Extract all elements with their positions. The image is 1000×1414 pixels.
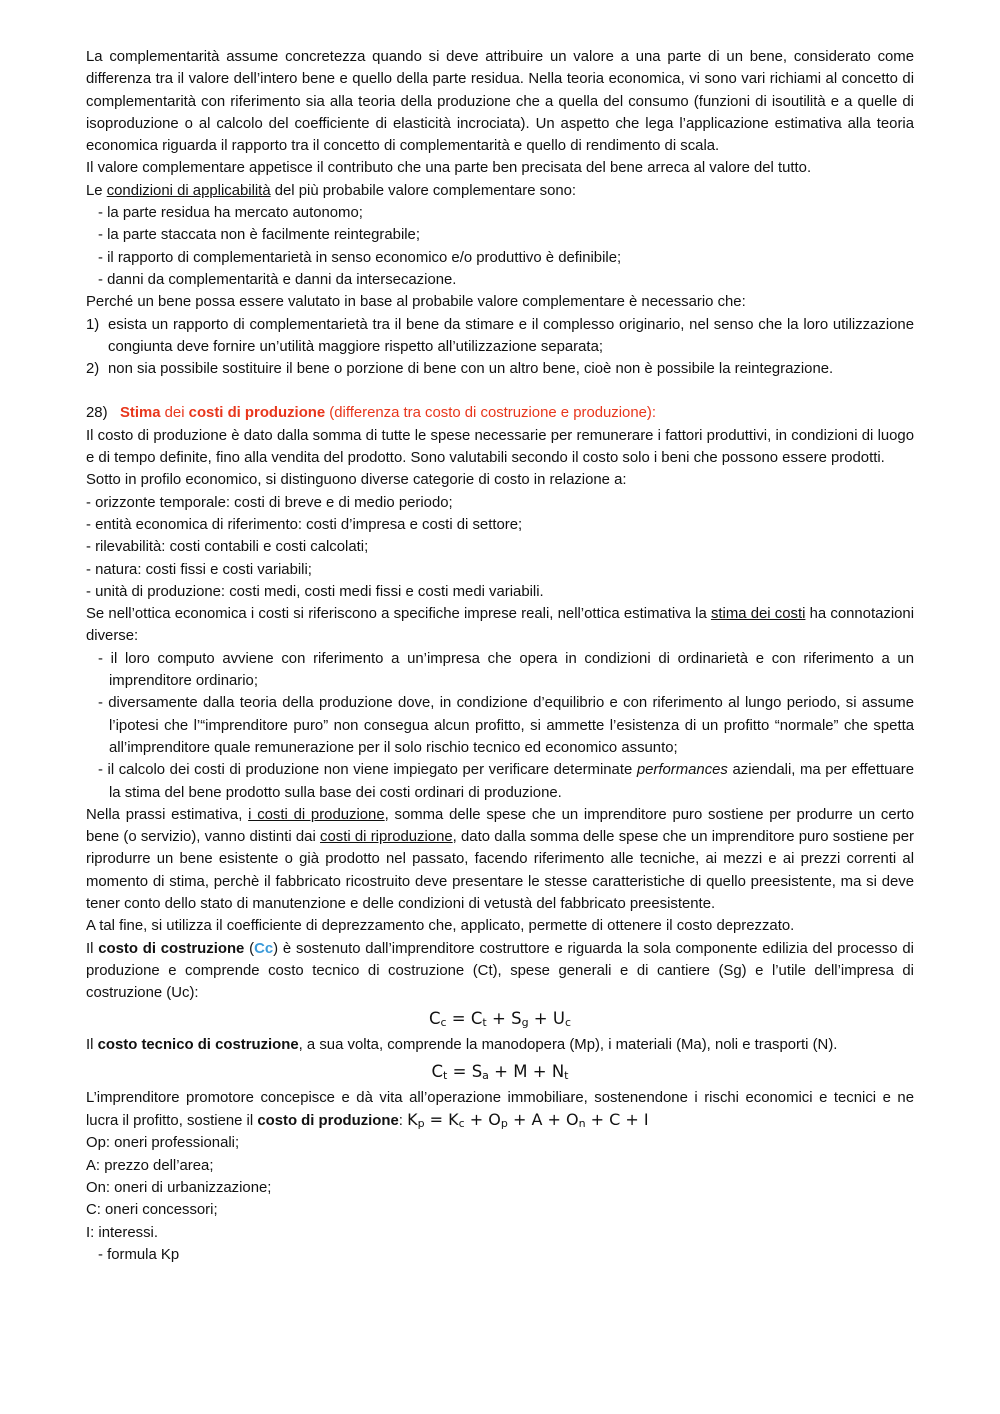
text: ha connotazioni diverse: <box>86 606 915 645</box>
list-item: - rilevabilità: costi contabili e costi calcolati; <box>86 539 369 556</box>
operator: + <box>488 1061 514 1081</box>
list-item: - la parte residua ha mercato autonomo; <box>98 205 363 222</box>
text: Il <box>86 1037 98 1054</box>
emphasis: performances <box>636 762 728 779</box>
list-item: - la parte staccata non è facilmente reintegrabile; <box>98 227 420 244</box>
text: Se nell’ottica economica i costi si riferiscono a specifiche imprese reali, nell’ottica estimativa la <box>86 606 711 623</box>
text: Nella prassi estimativa, <box>86 806 249 823</box>
text: del più probabile valore complementare sono: <box>270 182 577 199</box>
subscript: a <box>482 1068 489 1082</box>
subscript: g <box>521 1016 529 1030</box>
text: , a sua volta, comprende la manodopera (Mp), i materiali (Ma), noli e trasporti (N). <box>298 1037 838 1054</box>
subscript: c <box>440 1016 447 1030</box>
list-item <box>98 759 914 804</box>
operator: = <box>447 1061 472 1081</box>
subscript: p <box>500 1117 508 1131</box>
subscript: c <box>564 1016 572 1030</box>
subscript: n <box>578 1117 586 1131</box>
heading-rest: (differenza tra costo di costruzione e produzione): <box>325 405 656 422</box>
conditions-list <box>86 202 914 291</box>
item-text: non sia possibile sostituire il bene o porzione di bene con un altro bene, cioè non è possibile la reintegrazione. <box>108 361 834 378</box>
item-number: 1) <box>86 316 100 333</box>
list-item: - danni da complementarità e danni da intersecazione. <box>98 271 457 288</box>
symbol: I <box>643 1110 649 1130</box>
text: , somma delle spese che un imprenditore puro sostiene per produrre un certo bene (o servizio), vanno distinti dai <box>86 806 915 846</box>
list-item: - il loro computo avviene con riferimento a un’impresa che opera in condizioni di ordinarietà e con riferimento a un imprenditore ordinario; <box>98 650 914 690</box>
text: ) è sostenuto dall’imprenditore costruttore e riguarda la sola componente edilizia del processo di produzione e comprende costo tecnico di costruzione (Ct), spese generali e di cantiere (Sg) e l’utile dell’impresa di costruzione (Uc): <box>86 940 914 1002</box>
list-item: - formula Kp <box>98 1246 180 1263</box>
legend-line: I: interessi. <box>86 1224 158 1241</box>
heading-stima: Stima <box>119 405 161 422</box>
text: , dato dalla somma delle spese che un imprenditore puro sostiene per riprodurre un bene esistente o già prodotto nel passato, facendo riferimento alle tecniche, ai mezzi e ai prezzi correnti al momento di stima, perchè il fabbricato ricostruito deve presentare le stesse caratteristiche di quello preesistente, ma si deve tener conto dello stato di manutenzione e delle condizioni di vetustà del fabbricato preesistente. <box>86 829 914 912</box>
paragraph-depreciation: A tal fine, si utilizza il coefficiente di deprezzamento che, applicato, permette di ottenere il costo deprezzato. <box>86 918 795 935</box>
item-number: 2) <box>86 361 100 378</box>
operator: + <box>527 1061 552 1081</box>
heading-dei: dei <box>160 405 189 422</box>
symbol-cc: Cc <box>254 940 274 957</box>
underlined-term: stima dei costi <box>710 606 806 623</box>
underlined-term: i costi di produzione <box>248 806 385 823</box>
operator: + <box>542 1110 566 1130</box>
requirements-list <box>86 314 914 381</box>
categories-list <box>86 492 914 603</box>
legend-line: On: oneri di urbanizzazione; <box>86 1179 272 1196</box>
list-item: - natura: costi fissi e costi variabili; <box>86 561 312 578</box>
symbol: S <box>511 1009 522 1029</box>
list-item <box>86 314 914 359</box>
symbol: O <box>565 1110 579 1130</box>
formula-construction-cost <box>86 1004 914 1034</box>
text: L’imprenditore promotore concepisce e dà vita all’operazione immobiliare, sostenendone i rischi economici e tecnici e ne lucra il profitto, sostiene il <box>86 1089 914 1130</box>
operator: + <box>620 1110 644 1130</box>
operator: + <box>507 1110 532 1130</box>
paragraph-promoter <box>86 1087 914 1133</box>
list-item: - il rapporto di complementarietà in senso economico e/o produttivo è definibile; <box>98 249 622 266</box>
subscript: c <box>458 1117 465 1131</box>
list-item: - unità di produzione: costi medi, costi medi fissi e costi medi variabili. <box>86 583 544 600</box>
formula-technical-cost <box>86 1057 914 1087</box>
symbol: S <box>471 1061 483 1081</box>
item-text: esista un rapporto di complementarietà tra il bene da stimare e il complesso originario, nel senso che la loro utilizzazione congiunta deve fornire un’utilità maggiore rispetto all’utilizzazione separata; <box>108 316 914 355</box>
list-item: - diversamente dalla teoria della produzione dove, in condizione d’equilibrio e con riferimento al lungo periodo, si assume l’ipotesi che l’“imprenditore puro” non consegua alcun profitto, si ammette l’esistenza di un profitto “normale” che spetta all’imprenditore quale remunerazione per il solo rischio tecnico ed economico assunto; <box>98 695 914 756</box>
symbol: C <box>470 1009 483 1029</box>
text: : <box>398 1113 408 1130</box>
legend-line: A: prezzo dell’area; <box>86 1157 214 1174</box>
paragraph-complementarity: La complementarità assume concretezza quando si deve attribuire un valore a una parte di un bene, considerato come differenza tra il valore dell’intero bene e quello della parte residua. Nella teoria economica, vi sono vari richiami al concetto di complementarità con riferimento sia alla teoria della produzione che a quella del consumo (funzioni di isoutilità e a quelle di isoproduzione o al calcolo del coefficiente di elasticità incrociata). Un aspetto che lega l’applicazione estimativa alla teoria economica riguarda il rapporto tra il concetto di complementarità e quello di rendimento di scala. <box>86 49 914 155</box>
heading-costi: costi di produzione <box>188 405 326 422</box>
text: ( <box>244 940 255 957</box>
legend-line: C: oneri concessori; <box>86 1202 218 1219</box>
subscript: p <box>417 1117 425 1131</box>
estimative-list <box>86 648 914 804</box>
symbol: K <box>448 1110 459 1130</box>
underlined-term: condizioni di applicabilità <box>106 182 271 199</box>
underlined-term: costi di riproduzione <box>320 829 453 846</box>
bold-term: costo di produzione <box>257 1113 399 1130</box>
symbol: K <box>407 1110 418 1130</box>
final-list <box>86 1244 914 1266</box>
paragraph-production-cost: Il costo di produzione è dato dalla somma di tutte le spese necessarie per remunerare i fattori produttivi, in condizioni di luogo e di tempo definite, fino alla vendita del prodotto. Sono valutabili secondo il costo solo i beni che possono essere prodotti. <box>86 427 914 467</box>
formula-production-cost <box>407 1110 649 1129</box>
paragraph-reproduction-costs <box>86 804 914 915</box>
list-item: - entità economica di riferimento: costi d’impresa e costi di settore; <box>86 516 523 533</box>
subscript: t <box>564 1068 569 1082</box>
symbol: M <box>513 1061 528 1081</box>
bold-term: costo di costruzione <box>98 940 245 957</box>
operator: + <box>585 1110 610 1130</box>
symbol: C <box>428 1009 441 1029</box>
text: Il <box>86 940 99 957</box>
text: Le <box>86 182 107 199</box>
list-item: - orizzonte temporale: costi di breve e di medio periodo; <box>86 494 453 511</box>
symbol: A <box>531 1110 543 1130</box>
text: aziendali, ma per effettuare la stima del bene prodotto sulla base dei costi ordinari di produzione. <box>109 762 914 801</box>
text: - il calcolo dei costi di produzione non viene impiegato per verificare determinate <box>98 762 637 779</box>
symbol: O <box>488 1110 501 1130</box>
operator: + <box>464 1110 489 1130</box>
paragraph-categories-intro: Sotto in profilo economico, si distinguono diverse categorie di costo in relazione a: <box>86 472 627 489</box>
paragraph-construction-cost <box>86 938 914 1005</box>
subscript: t <box>443 1068 448 1082</box>
symbol: N <box>551 1061 565 1081</box>
paragraph-requirements-intro: Perché un bene possa essere valutato in base al probabile valore complementare è necessario che: <box>86 294 746 311</box>
subscript: t <box>482 1016 487 1030</box>
section-number: 28) <box>86 405 108 422</box>
operator: + <box>528 1009 553 1029</box>
symbol: C <box>609 1110 621 1130</box>
symbol: U <box>552 1009 565 1029</box>
document-page <box>86 46 914 1266</box>
legend-line: Op: oneri professionali; <box>86 1135 240 1152</box>
paragraph-technical-cost <box>86 1034 914 1056</box>
section-heading <box>86 402 914 424</box>
bold-term: costo tecnico di costruzione <box>97 1037 299 1054</box>
spacer <box>86 380 914 402</box>
paragraph-estimative-view <box>86 603 914 648</box>
operator: = <box>424 1110 449 1130</box>
symbol: C <box>431 1061 444 1081</box>
operator: + <box>486 1009 512 1029</box>
operator: = <box>446 1009 471 1029</box>
paragraph-conditions-intro <box>86 180 914 202</box>
paragraph-complementary-value: Il valore complementare appetisce il contributo che una parte ben precisata del bene arreca al valore del tutto. <box>86 160 812 177</box>
list-item <box>86 358 914 380</box>
